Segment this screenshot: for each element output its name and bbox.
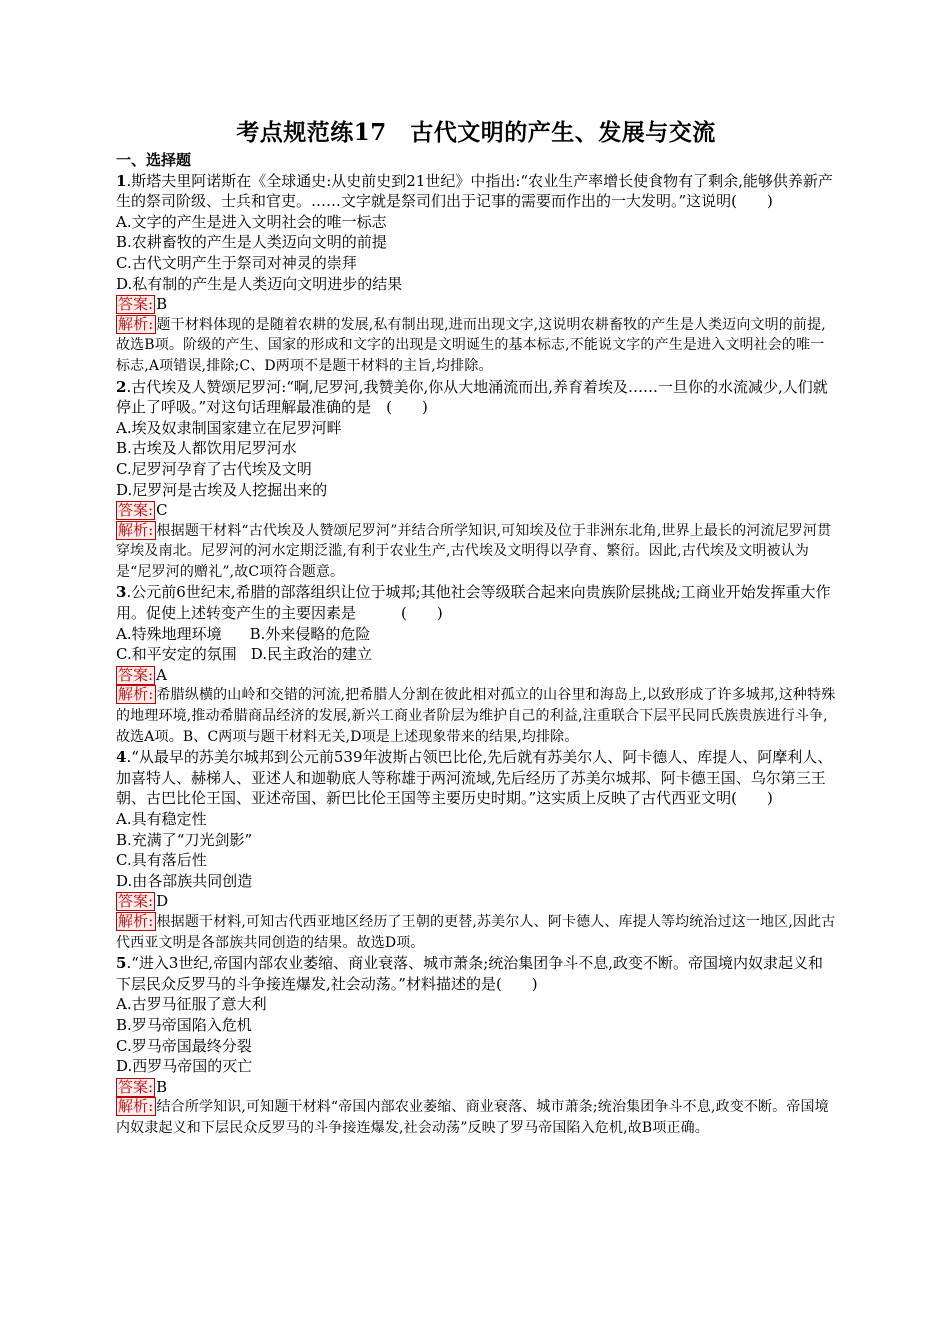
question-1: [116, 171, 836, 377]
section-heading: 一、选择题: [116, 151, 192, 169]
option-b: B.罗马帝国陷入危机: [116, 1015, 252, 1034]
option-d: D.尼罗河是古埃及人挖掘出来的: [116, 480, 328, 499]
question-text: .古代埃及人赞颂尼罗河:“啊,尼罗河,我赞美你,你从大地涌流而出,养育着埃及……一旦你的水流减少,人们就停止了呼吸。”对这句话理解最准确的是 ( ): [116, 377, 828, 417]
question-2: [116, 377, 836, 583]
question-stem: [116, 953, 836, 994]
explanation-text: 题干材料体现的是随着农耕的发展,私有制出现,进而出现文字,这说明农耕畜牧的产生是人类迈向文明的前提,故选B项。阶级的产生、国家的形成和文字的出现是文明诞生的基本标志,不能说文字的产生是进入文明社会的唯一标志,A项错误,排除;C、D两项不是题干材料的主旨,均排除。: [116, 316, 826, 374]
answer-tag: 答案:: [118, 892, 154, 911]
explanation-text: 结合所学知识,可知题干材料“帝国内部农业萎缩、商业衰落、城市萧条;统治集团争斗不息,政变不断。帝国境内奴隶起义和下层民众反罗马的斗争接连爆发,社会动荡”反映了罗马帝国陷入危机,故B项正确。: [116, 1099, 829, 1136]
option-a: A.古罗马征服了意大利: [116, 995, 267, 1014]
question-number: 5: [116, 954, 127, 973]
answer-value: B: [156, 1077, 168, 1096]
answer-line: [116, 1077, 836, 1098]
question-number: 2: [116, 377, 127, 396]
answer-value: B: [156, 295, 168, 314]
answer-tag: 答案:: [118, 501, 154, 520]
option-b: B.古埃及人都饮用尼罗河水: [116, 439, 297, 458]
option-c: C.罗马帝国最终分裂: [116, 1036, 252, 1055]
option-c: C.和平安定的氛围: [116, 645, 237, 664]
option-a: A.埃及奴隶制国家建立在尼罗河畔: [116, 418, 342, 437]
question-number: 3: [116, 583, 127, 602]
question-number: 1: [116, 171, 127, 190]
explanation-text: 根据题干材料,可知古代西亚地区经历了王朝的更替,苏美尔人、阿卡德人、库提人等均统治过这一地区,因此古代西亚文明是各部族共同创造的结果。故选D项。: [116, 913, 836, 951]
option-d: D.由各部族共同创造: [116, 871, 253, 890]
option-b: B.充满了“刀光剑影”: [116, 830, 253, 849]
page-title: 考点规范练17 古代文明的产生、发展与交流: [236, 119, 716, 146]
question-text: .斯塔夫里阿诺斯在《全球通史:从史前史到21世纪》中指出:“农业生产率增长使食物有了剩余,能够供养新产生的祭司阶级、士兵和官吏。……文字就是祭司们出于记事的需要而作出的一大发明。”这说明( ): [116, 171, 833, 211]
option-d: D.西罗马帝国的灭亡: [116, 1057, 253, 1076]
explanation-text: 根据题干材料“古代埃及人赞颂尼罗河”并结合所学知识,可知埃及位于非洲东北角,世界上最长的河流尼罗河贯穿埃及南北。尼罗河的河水定期泛滥,有利于农业生产,古代埃及文明得以孕育、繁衍。因此,古代埃及文明被认为是“尼罗河的赠礼”,故C项符合题意。: [116, 522, 832, 580]
option-a: A.文字的产生是进入文明社会的唯一标志: [116, 212, 387, 231]
explanation: [116, 315, 836, 377]
answer-tag: 答案:: [118, 665, 154, 684]
answer-tag: 答案:: [118, 1077, 154, 1096]
question-text: .公元前6世纪末,希腊的部落组织让位于城邦;其他社会等级联合起来向贵族阶层挑战;工商业开始发挥重大作用。促使上述转变产生的主要因素是 ( ): [116, 583, 831, 623]
option-a: A.特殊地理环境: [116, 624, 222, 643]
explanation-tag: 解析:: [118, 520, 154, 539]
explanation: [116, 1097, 836, 1138]
answer-value: D: [156, 892, 169, 911]
option-b: B.农耕畜牧的产生是人类迈向文明的前提: [116, 233, 387, 252]
explanation: [116, 521, 836, 583]
option-b: B.外来侵略的危险: [249, 624, 371, 643]
question-stem: [116, 747, 836, 809]
answer-line: [116, 665, 836, 686]
explanation-tag: 解析:: [118, 1097, 154, 1116]
question-3: [116, 582, 836, 747]
answer-tag: 答案:: [118, 295, 154, 314]
answer-line: [116, 891, 836, 912]
explanation: [116, 912, 836, 953]
question-stem: [116, 171, 836, 212]
explanation: [116, 685, 836, 747]
option-d: D.私有制的产生是人类迈向文明进步的结果: [116, 274, 403, 293]
question-text: .“进入3世纪,帝国内部农业萎缩、商业衰落、城市萧条;统治集团争斗不息,政变不断。帝国境内奴隶起义和下层民众反罗马的斗争接连爆发,社会动荡。”材料描述的是( ): [116, 954, 824, 993]
answer-value: C: [156, 501, 168, 520]
option-c: C.尼罗河孕育了古代埃及文明: [116, 459, 312, 478]
document-page: [116, 118, 836, 1139]
question-number: 4: [116, 748, 127, 767]
answer-line: [116, 294, 836, 315]
explanation-tag: 解析:: [118, 685, 154, 704]
answer-value: A: [156, 665, 167, 684]
explanation-tag: 解析:: [118, 314, 154, 333]
question-stem: [116, 377, 836, 418]
question-5: [116, 953, 836, 1138]
option-row-2: [116, 644, 836, 665]
option-c: C.古代文明产生于祭司对神灵的崇拜: [116, 253, 357, 272]
answer-line: [116, 500, 836, 521]
explanation-tag: 解析:: [118, 911, 154, 930]
option-a: A.具有稳定性: [116, 810, 207, 828]
option-d: D.民主政治的建立: [250, 645, 372, 664]
question-text: .“从最早的苏美尔城邦到公元前539年波斯占领巴比伦,先后就有苏美尔人、阿卡德人、库提人、阿摩利人、加喜特人、赫梯人、亚述人和迦勒底人等称雄于两河流域,先后经历了苏美尔城邦、阿卡德王国、乌尔第三王朝、古巴比伦王国、亚述帝国、新巴比伦王国等主要历史时期。”这实质上反映了古代西亚文明( ): [116, 748, 833, 808]
option-row-1: [116, 624, 836, 645]
option-c: C.具有落后性: [116, 851, 207, 870]
question-4: [116, 747, 836, 953]
question-stem: [116, 582, 836, 623]
explanation-text: 希腊纵横的山岭和交错的河流,把希腊人分割在彼此相对孤立的山谷里和海岛上,以致形成了许多城邦,这种特殊的地理环境,推动希腊商品经济的发展,新兴工商业者阶层为维护自己的利益,注重联合下层平民同氏族贵族进行斗争,故选A项。B、C两项与题干材料无关,D项是上述现象带来的结果,均排除。: [116, 687, 836, 745]
